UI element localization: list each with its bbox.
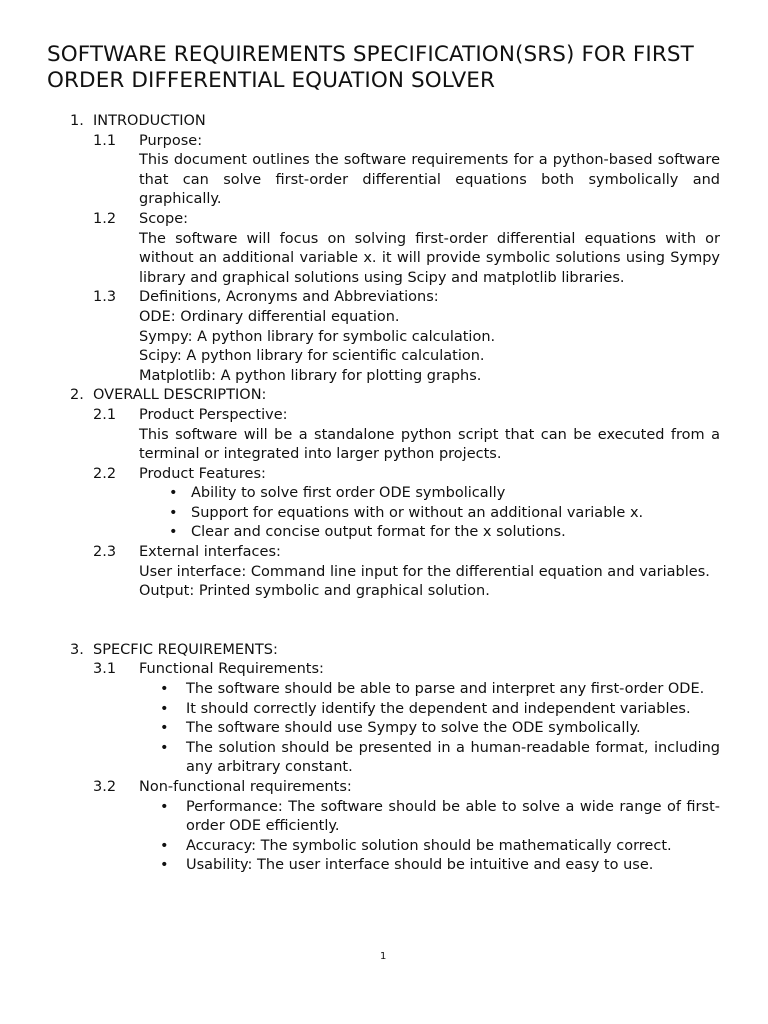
- list-item: [160, 798, 720, 837]
- user-interface-paragraph: User interface: Command line input for the differential equation and variables.: [139, 563, 710, 580]
- bullet-icon: •: [160, 857, 169, 874]
- list-item: [169, 484, 711, 504]
- subsection-number: 1.3: [93, 289, 117, 306]
- list-item-text: Clear and concise output format for the x solutions.: [191, 524, 566, 541]
- subsection-1-1-heading: [0, 132, 768, 152]
- subsection-label: Purpose:: [139, 132, 203, 149]
- subsection-number: 2.3: [93, 544, 117, 561]
- definition-item: Sympy: A python library for symbolic calculation.: [139, 328, 496, 345]
- subsection-2-1-heading: [0, 406, 768, 426]
- functional-requirements-list: [0, 680, 768, 778]
- subsection-label: Definitions, Acronyms and Abbreviations:: [139, 289, 439, 306]
- purpose-paragraph: This document outlines the software requirements for a python-based software that can solve first-order differential equations both symbolically and graphically.: [139, 152, 720, 208]
- subsection-2-3-heading: [0, 543, 768, 563]
- list-item-text: The software should be able to parse and interpret any first-order ODE.: [186, 681, 705, 698]
- subsection-number: 2.1: [93, 406, 117, 423]
- bullet-icon: •: [160, 720, 169, 737]
- document-title: SOFTWARE REQUIREMENTS SPECIFICATION(SRS) FOR FIRST ORDER DIFFERENTIAL EQUATION SOLVER: [47, 42, 694, 93]
- list-item: [169, 504, 711, 524]
- list-item-text: Support for equations with or without an additional variable x.: [191, 504, 644, 521]
- output-line: Output: Printed symbolic and graphical solution.: [139, 583, 490, 600]
- bullet-icon: •: [160, 700, 169, 717]
- list-item: [160, 837, 720, 857]
- subsection-number: 1.1: [93, 132, 117, 149]
- document-body: [0, 112, 768, 876]
- non-functional-requirements-list: [0, 798, 768, 876]
- subsection-1-2-heading: [0, 210, 768, 230]
- bullet-icon: •: [160, 837, 169, 854]
- section-1-heading: [0, 112, 768, 132]
- perspective-paragraph: This software will be a standalone python script that can be executed from a terminal or integrated into larger python projects.: [139, 426, 720, 463]
- list-item: [160, 856, 720, 876]
- subsection-number: 3.1: [93, 661, 117, 678]
- section-title: OVERALL DESCRIPTION:: [93, 387, 267, 404]
- scope-paragraph: The software will focus on solving first-order differential equations with or without an additional variable x. it will provide symbolic solutions using Sympy library and graphical solutions using Scipy and matplotlib libraries.: [139, 230, 720, 286]
- subsection-number: 1.2: [93, 210, 117, 227]
- list-item: [160, 739, 720, 778]
- definition-item: ODE: Ordinary differential equation.: [139, 308, 400, 325]
- subsection-label: Non-functional requirements:: [139, 779, 352, 795]
- subsection-label: Scope:: [139, 210, 189, 227]
- list-item-text: The solution should be presented in a human-readable format, including any arbitrary constant.: [186, 739, 720, 776]
- subsection-3-1-heading: [0, 660, 768, 680]
- subsection-number: 2.2: [93, 465, 117, 482]
- subsection-label: Functional Requirements:: [139, 661, 324, 678]
- list-item-text: The software should use Sympy to solve the ODE symbolically.: [186, 720, 641, 737]
- section-title: SPECFIC REQUIREMENTS:: [93, 641, 278, 658]
- subsection-label: Product Features:: [139, 465, 266, 482]
- definition-item: Matplotlib: A python library for plotting graphs.: [139, 367, 482, 384]
- subsection-3-2-heading: [0, 778, 768, 798]
- bullet-icon: •: [169, 524, 178, 541]
- subsection-1-3-heading: [0, 288, 768, 308]
- bullet-icon: •: [169, 485, 178, 502]
- bullet-icon: •: [160, 739, 169, 756]
- list-item-text: Usability: The user interface should be intuitive and easy to use.: [186, 857, 654, 874]
- list-item: [169, 523, 711, 543]
- section-3-heading: [0, 641, 768, 661]
- section-title: INTRODUCTION: [93, 113, 206, 129]
- list-item: [160, 700, 720, 720]
- page-number: 1: [380, 951, 387, 962]
- subsection-2-2-heading: [0, 465, 768, 485]
- subsection-label: Product Perspective:: [139, 406, 288, 423]
- list-item-text: Accuracy: The symbolic solution should be mathematically correct.: [186, 837, 672, 854]
- section-number: 3.: [70, 641, 84, 658]
- list-item: [160, 719, 720, 739]
- subsection-number: 3.2: [93, 779, 117, 795]
- features-list: [0, 484, 768, 543]
- subsection-label: External interfaces:: [139, 544, 281, 561]
- section-spacer: [0, 602, 768, 641]
- bullet-icon: •: [160, 798, 169, 815]
- bullet-icon: •: [160, 681, 169, 698]
- section-number: 2.: [70, 387, 84, 404]
- definition-item: Scipy: A python library for scientific calculation.: [139, 348, 485, 365]
- list-item-text: It should correctly identify the dependent and independent variables.: [186, 700, 691, 717]
- section-number: 1.: [70, 113, 84, 129]
- section-2-heading: [0, 386, 768, 406]
- bullet-icon: •: [169, 504, 178, 521]
- list-item-text: Performance: The software should be able to solve a wide range of first-order ODE efficiently.: [186, 798, 720, 835]
- list-item: [160, 680, 720, 700]
- list-item-text: Ability to solve first order ODE symbolically: [191, 485, 506, 502]
